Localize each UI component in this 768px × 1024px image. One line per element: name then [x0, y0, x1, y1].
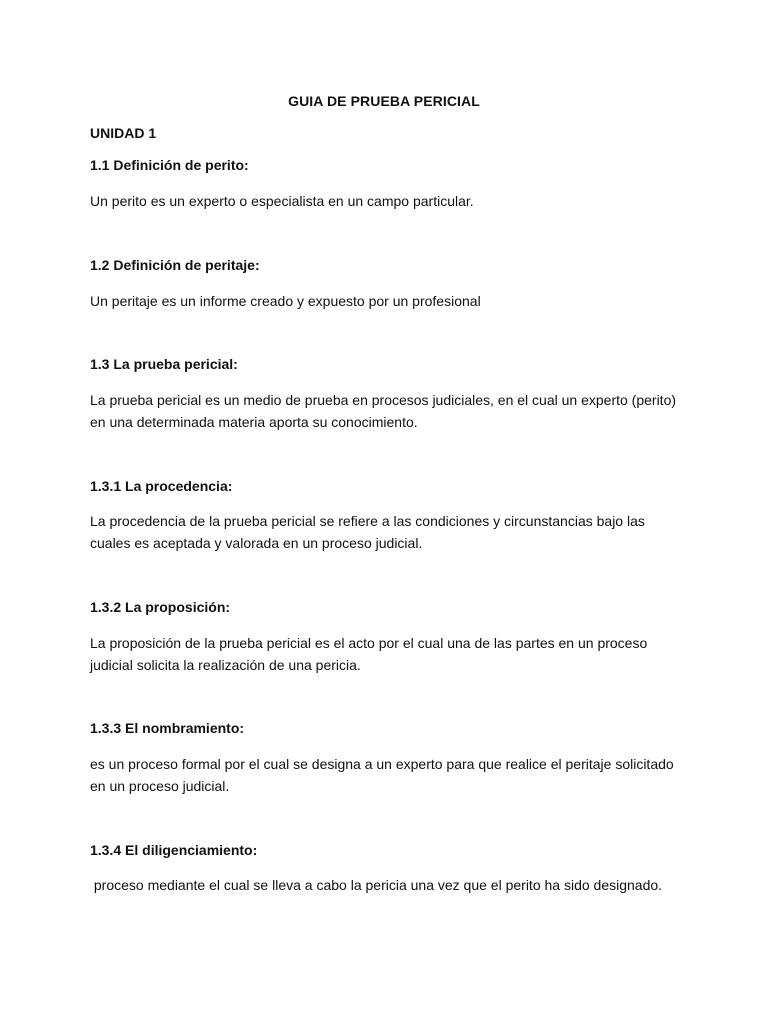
- section-heading-1-3-2: 1.3.2 La proposición:: [90, 599, 231, 615]
- section-heading-1-3: 1.3 La prueba pericial:: [90, 356, 238, 372]
- section-heading-1-3-1: 1.3.1 La procedencia:: [90, 478, 233, 494]
- section-text-1-3: La prueba pericial es un medio de prueba en procesos judiciales, en el cual un experto (perito) en una determinada materia aporta su conocimiento.: [90, 392, 677, 430]
- section-heading-1-3-4: 1.3.4 El diligenciamiento:: [90, 842, 258, 858]
- section-text-1-3-3: es un proceso formal por el cual se designa a un experto para que realice el peritaje solicitado en un proceso judicial.: [90, 756, 674, 794]
- section-heading-1-1: 1.1 Definición de perito:: [90, 157, 249, 173]
- section-text-1-3-4: proceso mediante el cual se lleva a cabo la pericia una vez que el perito ha sido designado.: [90, 877, 663, 893]
- section-text-1-3-2: La proposición de la prueba pericial es el acto por el cual una de las partes en un proceso judicial solicita la realización de una pericia.: [90, 635, 648, 673]
- document-title: GUIA DE PRUEBA PERICIAL: [288, 93, 480, 109]
- section-heading-1-2: 1.2 Definición de peritaje:: [90, 257, 260, 273]
- section-heading-1-3-3: 1.3.3 El nombramiento:: [90, 720, 245, 736]
- section-text-1-2: Un peritaje es un informe creado y expuesto por un profesional: [90, 293, 481, 309]
- section-text-1-3-1: La procedencia de la prueba pericial se refiere a las condiciones y circunstancias bajo las cuales es aceptada y valorada en un proceso judicial.: [90, 513, 645, 551]
- section-text-1-1: Un perito es un experto o especialista en un campo particular.: [90, 193, 474, 209]
- unit-heading: UNIDAD 1: [90, 125, 157, 141]
